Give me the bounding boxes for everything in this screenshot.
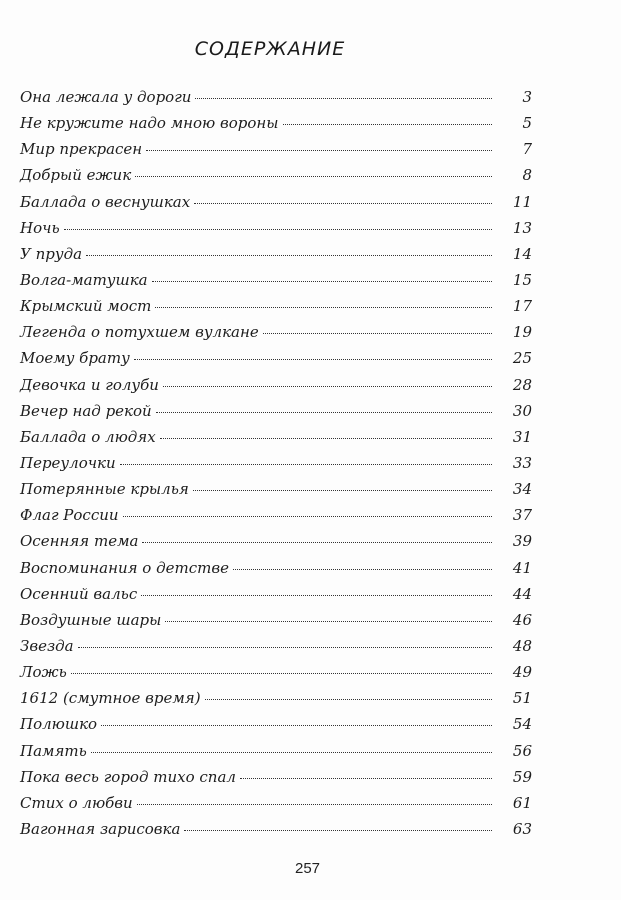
- toc-entry-title: Флаг России: [20, 506, 119, 525]
- dot-leader: [194, 203, 492, 204]
- toc-entry-page: 37: [512, 506, 532, 525]
- toc-entry-page: 48: [512, 636, 532, 655]
- toc-entry-page: 63: [512, 819, 532, 838]
- toc-entry-title: Легенда о потухшем вулкане: [20, 323, 259, 342]
- toc-entry-title: Мир прекрасен: [20, 140, 143, 159]
- toc-entry-title: Полюшко: [20, 715, 98, 734]
- toc-entry-title: Пока весь город тихо спал: [20, 767, 236, 786]
- toc-entry-title: У пруда: [20, 244, 83, 263]
- dot-leader: [137, 804, 492, 805]
- toc-entry-title: Не кружите надо мною вороны: [20, 114, 279, 133]
- toc-entry-page: 54: [512, 715, 532, 734]
- toc-entry: [20, 637, 532, 663]
- dot-leader: [91, 752, 492, 753]
- toc-entry-title: Крымский мост: [20, 297, 152, 316]
- toc-entry: [20, 140, 532, 166]
- table-of-contents: [20, 88, 532, 846]
- dot-leader: [283, 124, 492, 125]
- dot-leader: [160, 438, 492, 439]
- dot-leader: [152, 281, 492, 282]
- toc-entry-page: 61: [512, 793, 532, 812]
- toc-entry: [20, 794, 532, 820]
- toc-entry: [20, 376, 532, 402]
- dot-leader: [101, 725, 492, 726]
- toc-entry-title: Баллада о людях: [20, 427, 156, 446]
- toc-entry: [20, 480, 532, 506]
- toc-entry-page: 41: [512, 558, 532, 577]
- dot-leader: [195, 98, 492, 99]
- dot-leader: [78, 647, 492, 648]
- toc-entry: [20, 585, 532, 611]
- toc-entry-page: 30: [512, 401, 532, 420]
- toc-entry-title: Девочка и голуби: [20, 375, 159, 394]
- dot-leader: [86, 255, 492, 256]
- toc-entry-page: 31: [512, 427, 532, 446]
- toc-entry-title: 1612 (смутное время): [20, 689, 201, 708]
- toc-entry-title: Ночь: [20, 218, 60, 237]
- toc-entry-title: Звезда: [20, 636, 74, 655]
- toc-entry-title: Вагонная зарисовка: [20, 819, 181, 838]
- dot-leader: [120, 464, 492, 465]
- toc-entry-page: 19: [512, 323, 532, 342]
- dot-leader: [134, 359, 492, 360]
- dot-leader: [165, 621, 492, 622]
- dot-leader: [184, 830, 492, 831]
- toc-entry-page: 56: [512, 741, 532, 760]
- toc-entry: [20, 768, 532, 794]
- toc-entry: [20, 349, 532, 375]
- toc-entry-page: 15: [512, 270, 532, 289]
- toc-entry-page: 46: [512, 610, 532, 629]
- toc-entry: [20, 245, 532, 271]
- toc-entry-title: Воздушные шары: [20, 610, 162, 629]
- toc-entry-page: 13: [512, 218, 532, 237]
- toc-entry: [20, 663, 532, 689]
- dot-leader: [263, 333, 492, 334]
- toc-entry: [20, 742, 532, 768]
- toc-entry-page: 5: [522, 114, 532, 133]
- toc-entry-page: 8: [522, 166, 532, 185]
- toc-entry-title: Вечер над рекой: [20, 401, 152, 420]
- toc-entry: [20, 402, 532, 428]
- toc-entry: [20, 428, 532, 454]
- dot-leader: [146, 150, 492, 151]
- dot-leader: [141, 595, 492, 596]
- toc-entry: [20, 114, 532, 140]
- dot-leader: [123, 516, 492, 517]
- toc-entry: [20, 88, 532, 114]
- toc-entry-title: Стих о любви: [20, 793, 133, 812]
- toc-entry: [20, 611, 532, 637]
- toc-entry-title: Добрый ежик: [20, 166, 132, 185]
- dot-leader: [205, 699, 492, 700]
- toc-entry-page: 17: [512, 297, 532, 316]
- toc-entry-title: Ложь: [20, 663, 67, 682]
- dot-leader: [233, 569, 492, 570]
- toc-entry-page: 34: [512, 480, 532, 499]
- toc-entry: [20, 820, 532, 846]
- toc-entry: [20, 689, 532, 715]
- toc-entry-page: 7: [522, 140, 532, 159]
- toc-entry-page: 28: [512, 375, 532, 394]
- dot-leader: [135, 176, 492, 177]
- toc-entry-title: Осенняя тема: [20, 532, 139, 551]
- toc-entry-page: 51: [512, 689, 532, 708]
- toc-entry-page: 11: [512, 192, 532, 211]
- toc-entry-title: Волга-матушка: [20, 270, 148, 289]
- toc-entry-page: 59: [512, 767, 532, 786]
- toc-entry-page: 49: [512, 663, 532, 682]
- toc-entry-page: 33: [512, 453, 532, 472]
- dot-leader: [71, 673, 492, 674]
- toc-entry: [20, 166, 532, 192]
- toc-entry: [20, 193, 532, 219]
- dot-leader: [156, 412, 492, 413]
- toc-entry-title: Память: [20, 741, 87, 760]
- toc-entry: [20, 323, 532, 349]
- toc-entry: [20, 271, 532, 297]
- toc-entry-title: Осенний вальс: [20, 584, 138, 603]
- toc-entry: [20, 715, 532, 741]
- toc-entry: [20, 219, 532, 245]
- toc-entry-title: Она лежала у дороги: [20, 88, 192, 106]
- toc-entry-page: 14: [512, 244, 532, 263]
- toc-entry-title: Переулочки: [20, 453, 116, 472]
- toc-entry: [20, 506, 532, 532]
- dot-leader: [240, 778, 492, 779]
- toc-entry-title: Воспоминания о детстве: [20, 558, 229, 577]
- page-number: 257: [294, 860, 321, 877]
- toc-entry-title: Потерянные крылья: [20, 480, 189, 499]
- toc-entry: [20, 297, 532, 323]
- toc-entry-page: 25: [512, 349, 532, 368]
- toc-entry-page: 39: [512, 532, 532, 551]
- toc-entry: [20, 532, 532, 558]
- toc-entry-title: Моему брату: [20, 349, 130, 368]
- dot-leader: [142, 542, 492, 543]
- toc-entry-page: 44: [512, 584, 532, 603]
- dot-leader: [193, 490, 492, 491]
- dot-leader: [155, 307, 492, 308]
- dot-leader: [163, 386, 492, 387]
- dot-leader: [64, 229, 492, 230]
- toc-entry-title: Баллада о веснушках: [20, 192, 191, 211]
- toc-heading: СОДЕРЖАНИЕ: [194, 38, 346, 60]
- toc-entry: [20, 454, 532, 480]
- toc-entry-page: 3: [522, 88, 532, 106]
- toc-entry: [20, 559, 532, 585]
